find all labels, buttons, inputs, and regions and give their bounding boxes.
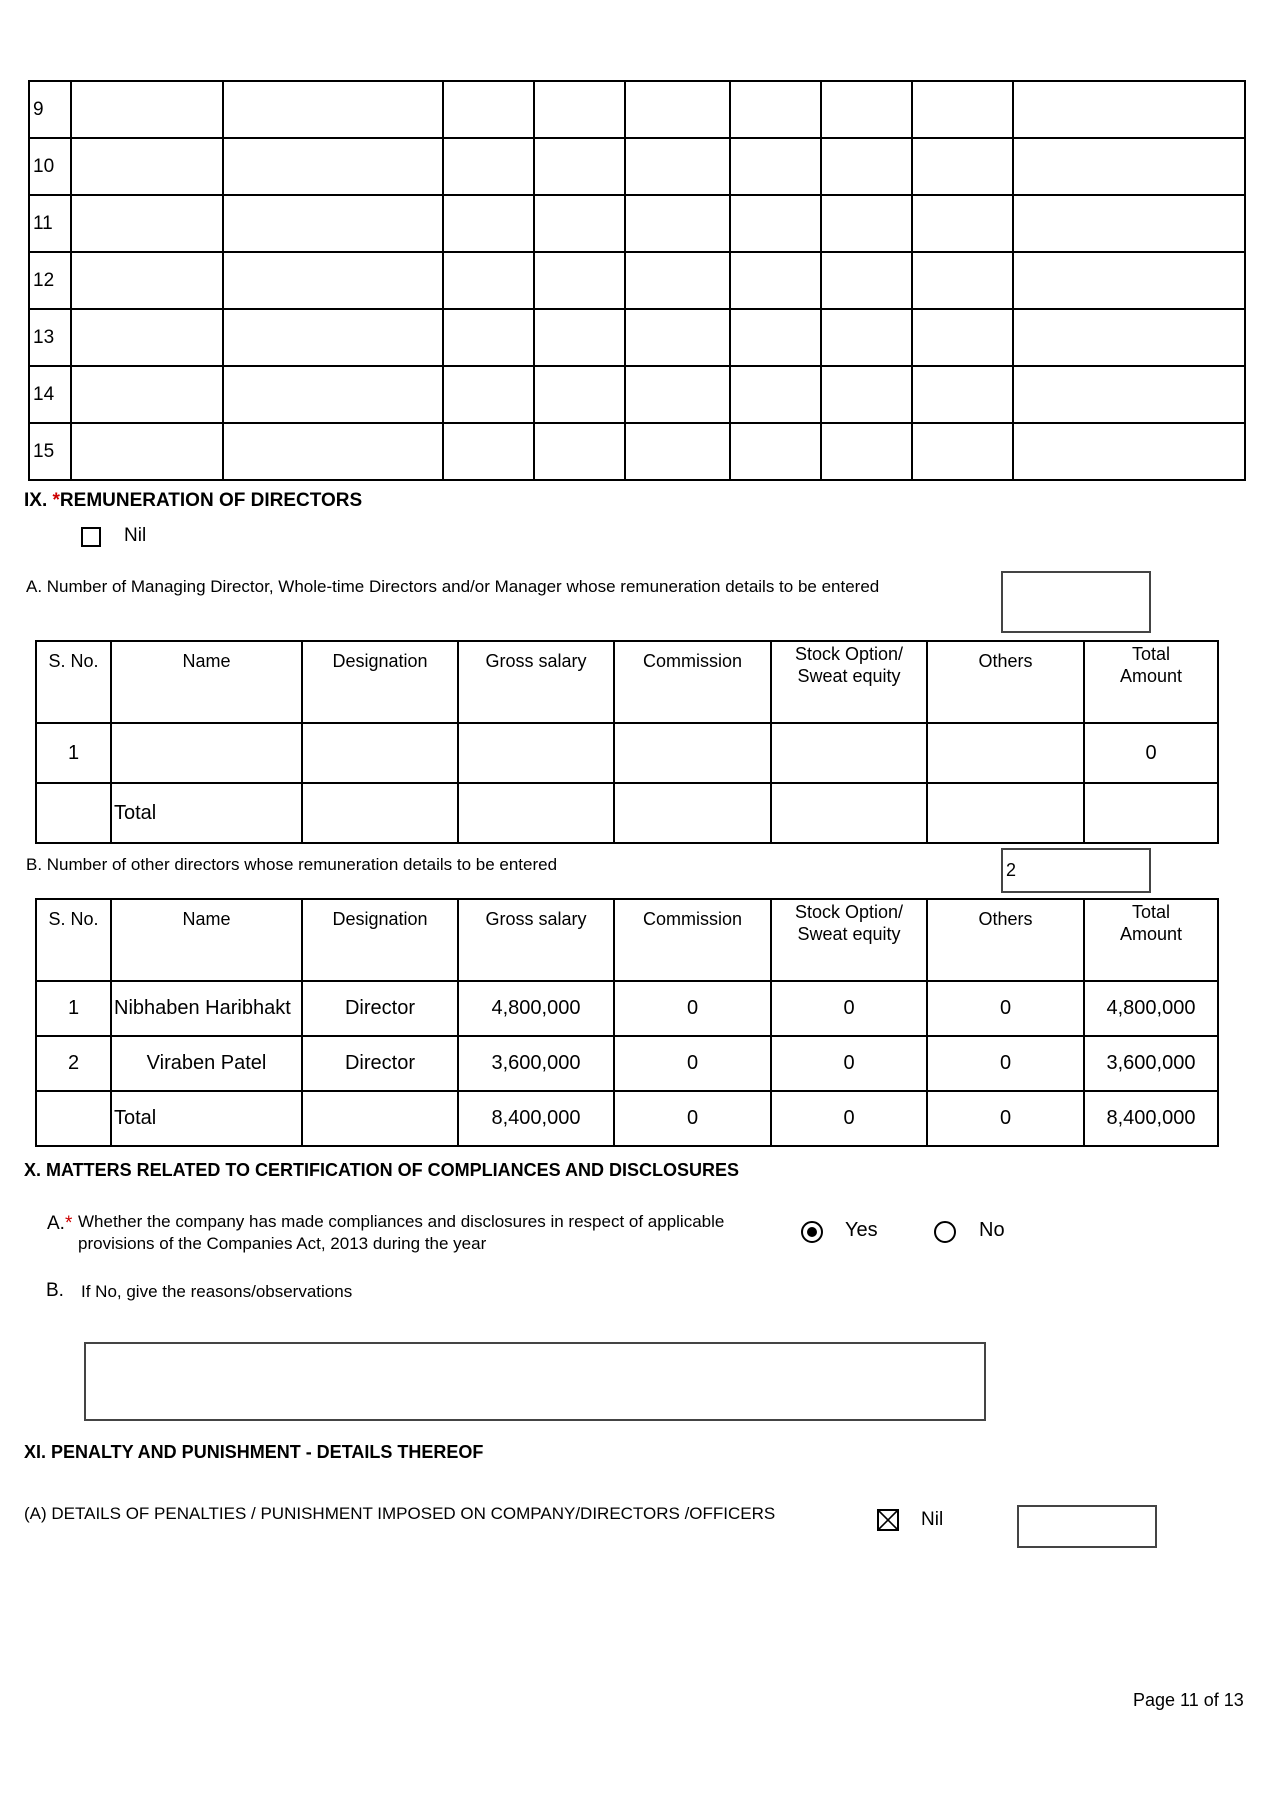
section-ix-heading: REMUNERATION OF DIRECTORS [59, 490, 363, 511]
column-header: Total Amount [1084, 899, 1218, 981]
penalties-label: (A) DETAILS OF PENALTIES / PUNISHMENT IMPOSED ON COMPANY/DIRECTORS /OFFICERS [24, 1504, 776, 1523]
table-cell[interactable] [730, 81, 821, 138]
table-row [29, 423, 1245, 480]
cell-name[interactable]: Viraben Patel [111, 1036, 302, 1091]
part-b-label: B. Number of other directors whose remuneration details to be entered [26, 855, 558, 874]
section-ix-title [24, 490, 362, 512]
cell-total[interactable]: 3,600,000 [1084, 1036, 1218, 1091]
table-cell[interactable] [912, 423, 1013, 480]
table-cell[interactable] [443, 81, 534, 138]
table-cell[interactable] [1013, 309, 1245, 366]
cell-stock[interactable] [771, 723, 927, 783]
total-stock [771, 783, 927, 843]
question-a-letter: A. [47, 1213, 65, 1234]
table-cell[interactable] [912, 138, 1013, 195]
cell-gross[interactable]: 3,600,000 [458, 1036, 614, 1091]
table-cell[interactable] [821, 81, 912, 138]
table-cell[interactable] [625, 252, 730, 309]
cell-commission[interactable]: 0 [614, 1036, 771, 1091]
previous-section-table [28, 80, 1246, 481]
total-commission: 0 [614, 1091, 771, 1146]
table-cell[interactable] [223, 195, 443, 252]
total-commission [614, 783, 771, 843]
column-header: Commission [614, 899, 771, 981]
cell-name[interactable] [111, 723, 302, 783]
table-cell[interactable] [71, 366, 223, 423]
table-row [29, 81, 1245, 138]
table-cell[interactable] [443, 195, 534, 252]
row-number: 14 [29, 366, 71, 423]
table-cell[interactable] [625, 138, 730, 195]
cell-sno: 1 [36, 981, 111, 1036]
question-a-line2: provisions of the Companies Act, 2013 during the year [78, 1234, 487, 1253]
table-cell[interactable] [912, 195, 1013, 252]
table-cell[interactable] [534, 195, 625, 252]
column-header: Name [111, 641, 302, 723]
table-cell[interactable] [223, 252, 443, 309]
question-a-line1: Whether the company has made compliances and disclosures in respect of applicable [78, 1212, 725, 1231]
table-cell[interactable] [534, 252, 625, 309]
managing-directors-table [35, 640, 1219, 844]
table-cell[interactable] [821, 138, 912, 195]
compliance-yes-radio[interactable] [801, 1221, 823, 1243]
total-row [36, 1091, 1218, 1146]
cell-sno: 2 [36, 1036, 111, 1091]
table-cell[interactable] [912, 81, 1013, 138]
table-cell[interactable] [223, 138, 443, 195]
cell-stock[interactable]: 0 [771, 981, 927, 1036]
compliance-no-radio[interactable] [934, 1221, 956, 1243]
table-cell[interactable] [223, 309, 443, 366]
column-header: Stock Option/ Sweat equity [771, 641, 927, 723]
cell-designation[interactable]: Director [302, 981, 458, 1036]
table-cell[interactable] [821, 252, 912, 309]
reasons-textarea[interactable] [84, 1342, 986, 1421]
table-cell[interactable] [1013, 138, 1245, 195]
table-cell[interactable] [1013, 252, 1245, 309]
table-cell[interactable] [625, 195, 730, 252]
penalties-count-input[interactable] [1017, 1505, 1157, 1548]
table-cell[interactable] [534, 138, 625, 195]
total-label: Total [111, 783, 302, 843]
table-cell[interactable] [443, 252, 534, 309]
remuneration-nil-checkbox[interactable] [81, 527, 101, 547]
table-cell[interactable] [730, 138, 821, 195]
empty-cell [36, 783, 111, 843]
table-cell[interactable] [912, 366, 1013, 423]
empty-cell [36, 1091, 111, 1146]
table-cell[interactable] [71, 309, 223, 366]
question-a-prefix [47, 1213, 72, 1235]
compliance-yes-label: Yes [845, 1219, 878, 1241]
row-number: 9 [29, 81, 71, 138]
table-row [29, 138, 1245, 195]
row-number: 12 [29, 252, 71, 309]
table-cell[interactable] [223, 366, 443, 423]
table-cell[interactable] [730, 366, 821, 423]
table-cell[interactable] [912, 252, 1013, 309]
checked-box-icon [877, 1509, 899, 1531]
column-header: Total Amount [1084, 641, 1218, 723]
column-header: Stock Option/ Sweat equity [771, 899, 927, 981]
other-directors-table [35, 898, 1219, 1147]
total-label: Total [111, 1091, 302, 1146]
table-cell[interactable] [821, 366, 912, 423]
column-header: Others [927, 641, 1084, 723]
total-total: 8,400,000 [1084, 1091, 1218, 1146]
cell-commission[interactable]: 0 [614, 981, 771, 1036]
cell-total[interactable]: 4,800,000 [1084, 981, 1218, 1036]
column-header: S. No. [36, 641, 111, 723]
table-cell[interactable] [625, 366, 730, 423]
remuneration-nil-label: Nil [124, 525, 147, 546]
column-header: Others [927, 899, 1084, 981]
total-gross: 8,400,000 [458, 1091, 614, 1146]
row-number: 10 [29, 138, 71, 195]
section-xi-title: XI. PENALTY AND PUNISHMENT - DETAILS THEREOF [24, 1442, 484, 1462]
part-a-label: A. Number of Managing Director, Whole-time Directors and/or Manager whose remuneration details to be entered [26, 577, 880, 596]
table-cell[interactable] [443, 366, 534, 423]
column-header: Designation [302, 899, 458, 981]
table-cell[interactable] [443, 423, 534, 480]
table-cell[interactable] [71, 195, 223, 252]
cell-stock[interactable]: 0 [771, 1036, 927, 1091]
table-cell[interactable] [821, 195, 912, 252]
cell-commission[interactable] [614, 723, 771, 783]
cell-gross[interactable]: 4,800,000 [458, 981, 614, 1036]
table-cell[interactable] [1013, 423, 1245, 480]
required-asterisk: * [64, 1213, 73, 1234]
cell-designation[interactable]: Director [302, 1036, 458, 1091]
table-cell[interactable] [821, 309, 912, 366]
row-number: 11 [29, 195, 71, 252]
question-b-label: If No, give the reasons/observations [81, 1282, 353, 1301]
empty-cell [302, 1091, 458, 1146]
table-cell[interactable] [730, 252, 821, 309]
table-cell[interactable] [625, 309, 730, 366]
table-row [29, 309, 1245, 366]
row-number: 15 [29, 423, 71, 480]
table-cell[interactable] [534, 81, 625, 138]
table-cell[interactable] [730, 309, 821, 366]
table-cell[interactable] [71, 81, 223, 138]
cell-others[interactable] [927, 723, 1084, 783]
table-cell[interactable] [223, 81, 443, 138]
table-cell[interactable] [912, 309, 1013, 366]
table-cell[interactable] [1013, 81, 1245, 138]
section-x-title: X. MATTERS RELATED TO CERTIFICATION OF COMPLIANCES AND DISCLOSURES [24, 1160, 740, 1180]
table-cell[interactable] [71, 423, 223, 480]
cell-others[interactable]: 0 [927, 1036, 1084, 1091]
table-row [29, 195, 1245, 252]
total-gross [458, 783, 614, 843]
table-cell[interactable] [1013, 195, 1245, 252]
table-row [29, 366, 1245, 423]
column-header: Gross salary [458, 899, 614, 981]
column-header: Commission [614, 641, 771, 723]
row-number: 13 [29, 309, 71, 366]
table-row [36, 1036, 1218, 1091]
column-header: Gross salary [458, 641, 614, 723]
cell-gross[interactable] [458, 723, 614, 783]
table-cell[interactable] [223, 423, 443, 480]
cell-sno: 1 [36, 723, 111, 783]
table-cell[interactable] [71, 138, 223, 195]
question-b-letter: B. [46, 1280, 64, 1301]
table-cell[interactable] [730, 195, 821, 252]
compliance-no-label: No [979, 1219, 1005, 1241]
total-stock: 0 [771, 1091, 927, 1146]
page-number: Page 11 of 13 [1133, 1690, 1244, 1710]
cell-designation[interactable] [302, 723, 458, 783]
table-cell[interactable] [534, 309, 625, 366]
table-cell[interactable] [71, 252, 223, 309]
total-row [36, 783, 1218, 843]
cell-name[interactable]: Nibhaben Haribhakt [111, 981, 302, 1036]
table-cell[interactable] [821, 423, 912, 480]
table-cell[interactable] [534, 366, 625, 423]
table-cell[interactable] [625, 81, 730, 138]
required-asterisk: * [52, 490, 60, 511]
table-row [29, 252, 1245, 309]
column-header: Name [111, 899, 302, 981]
table-row [36, 981, 1218, 1036]
total-total [1084, 783, 1218, 843]
table-cell[interactable] [443, 138, 534, 195]
section-ix-number: IX. [24, 490, 48, 511]
total-others [927, 783, 1084, 843]
table-cell[interactable] [443, 309, 534, 366]
part-b-count-input[interactable]: 2 [1001, 848, 1151, 893]
table-row [36, 723, 1218, 783]
cell-others[interactable]: 0 [927, 981, 1084, 1036]
column-header: S. No. [36, 899, 111, 981]
table-cell[interactable] [534, 423, 625, 480]
table-cell[interactable] [625, 423, 730, 480]
total-others: 0 [927, 1091, 1084, 1146]
cell-total[interactable]: 0 [1084, 723, 1218, 783]
table-cell[interactable] [730, 423, 821, 480]
column-header: Designation [302, 641, 458, 723]
penalties-nil-label: Nil [921, 1509, 944, 1530]
penalties-nil-checkbox[interactable] [877, 1509, 899, 1531]
empty-cell [302, 783, 458, 843]
table-cell[interactable] [1013, 366, 1245, 423]
part-a-count-input[interactable] [1001, 571, 1151, 633]
